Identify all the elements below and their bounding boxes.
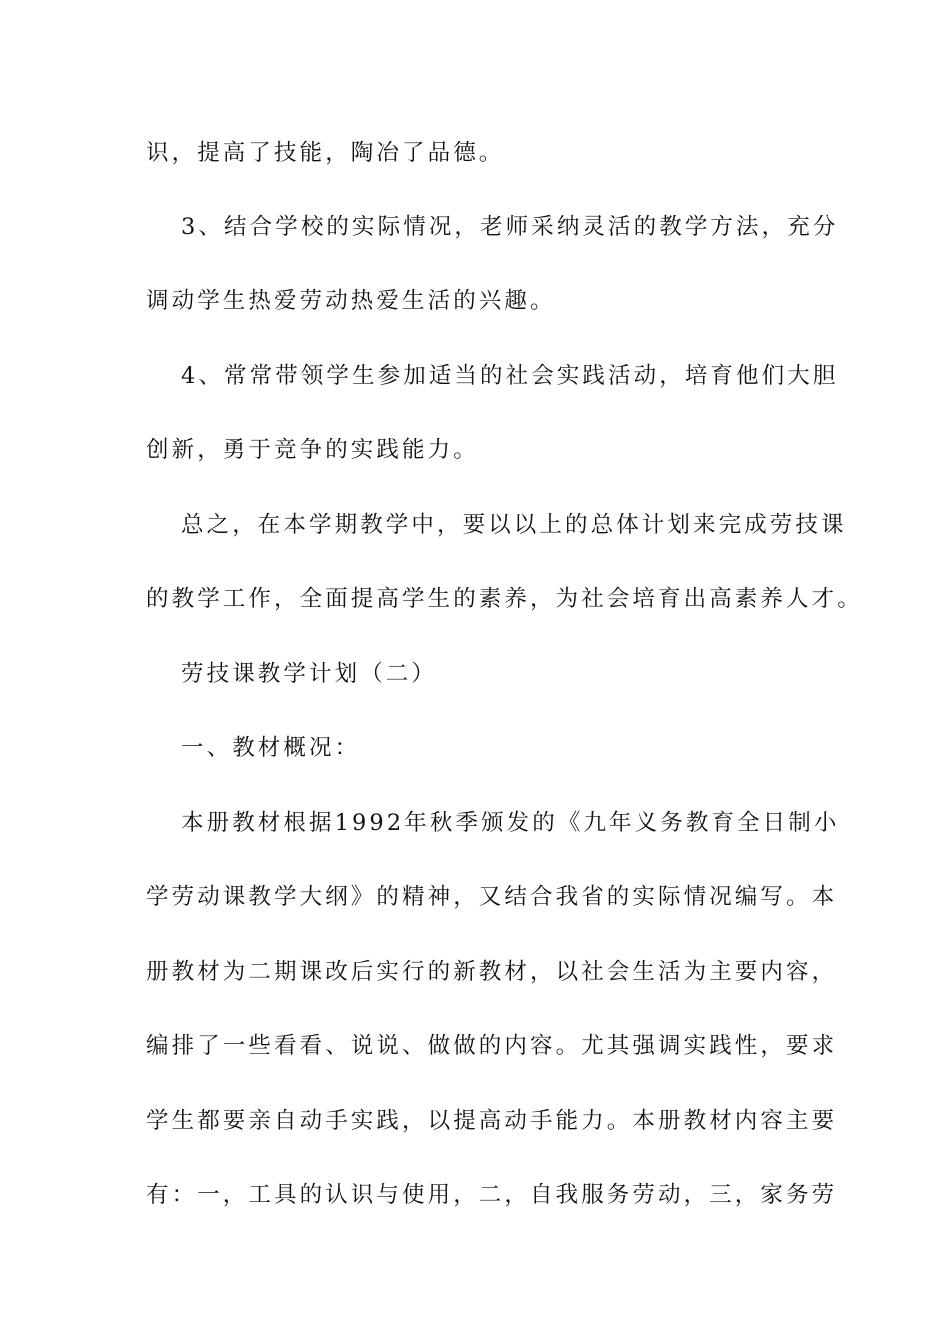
text-line: 册教材为二期课改后实行的新教材，以社会生活为主要内容， (146, 959, 838, 985)
text-line: 4、常常带领学生参加适当的社会实践活动，培育他们大胆 (181, 363, 839, 389)
subsection-heading: 一、教材概况： (181, 735, 361, 761)
text-line: 3、结合学校的实际情况，老师采纳灵活的教学方法，充分 (181, 214, 839, 240)
section-heading: 劳技课教学计划（二） (181, 661, 438, 687)
text-line: 本册教材根据1992年秋季颁发的《九年义务教育全日制小 (181, 810, 840, 836)
text-line: 学劳动课教学大纲》的精神，又结合我省的实际情况编写。本 (146, 884, 838, 910)
text-line: 识，提高了技能，陶冶了品德。 (146, 140, 505, 166)
text-line: 的教学工作，全面提高学生的素养，为社会培育出高素养人才。 (146, 586, 863, 612)
text-line: 创新，勇于竞争的实践能力。 (146, 437, 479, 463)
text-line: 编排了一些看看、说说、做做的内容。尤其强调实践性，要求 (146, 1033, 838, 1059)
text-line: 调动学生热爱劳动热爱生活的兴趣。 (146, 288, 556, 314)
text-line: 学生都要亲自动手实践，以提高动手能力。本册教材内容主要 (146, 1108, 838, 1134)
text-line: 总之，在本学期教学中，要以以上的总体计划来完成劳技课 (181, 512, 847, 538)
text-line: 有：一，工具的认识与使用，二，自我服务劳动，三，家务劳 (146, 1182, 838, 1208)
